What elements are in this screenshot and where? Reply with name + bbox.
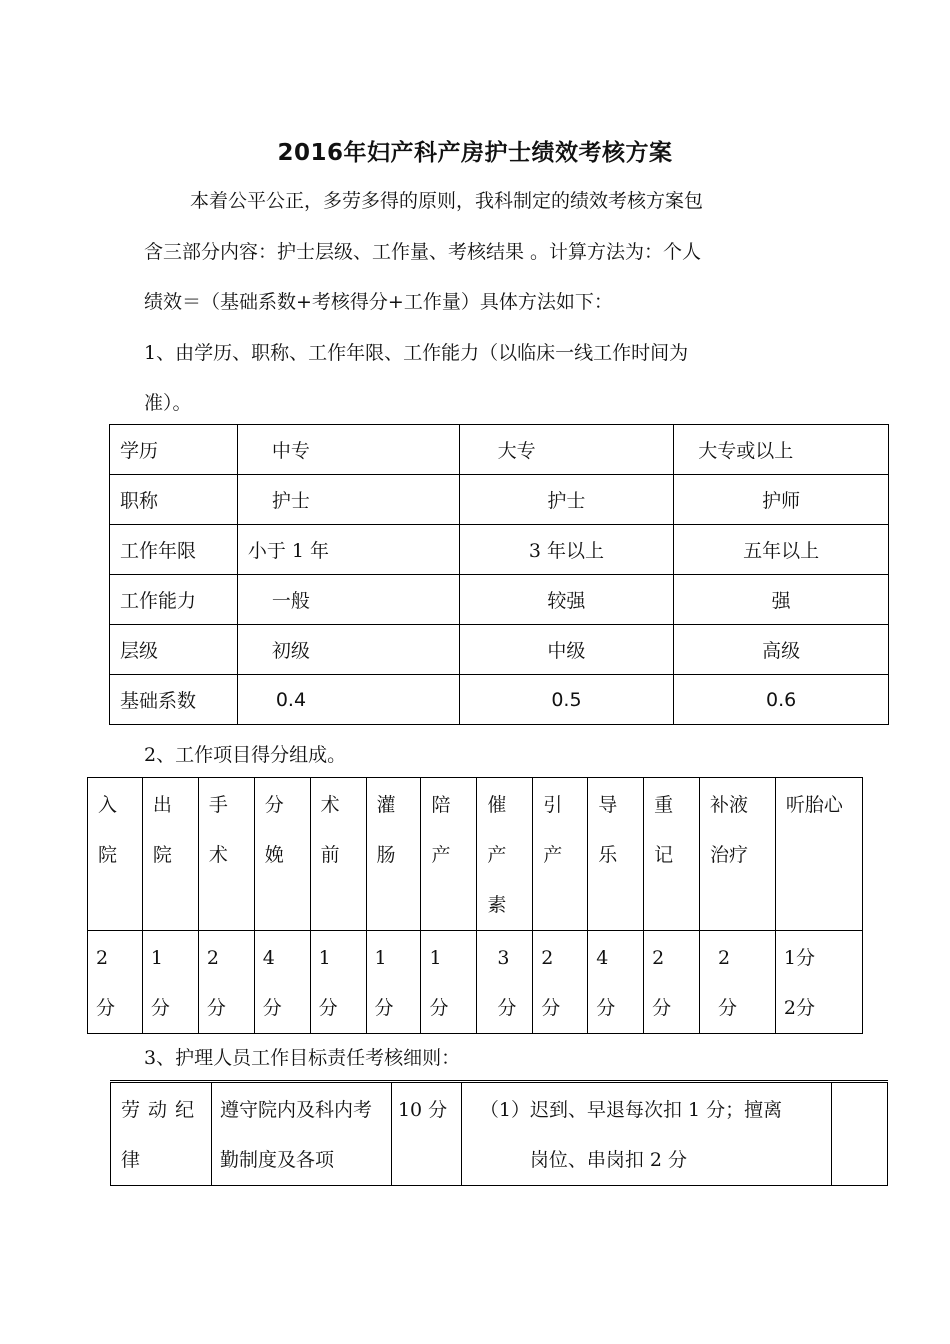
item-label: 术前 xyxy=(320,794,340,866)
score-cell xyxy=(254,931,310,1034)
table-cell: 中级 xyxy=(459,625,674,675)
table-cell: 护士 xyxy=(459,475,674,525)
score-cell xyxy=(310,931,366,1034)
item-header-cell xyxy=(254,778,310,931)
score-cell xyxy=(644,931,700,1034)
item-label: 陪产 xyxy=(431,794,451,866)
score-value: 3分 xyxy=(497,947,517,1019)
rule-line-2: 岗位、串岗扣 2 分 xyxy=(529,1149,688,1171)
score-cell xyxy=(588,931,644,1034)
table-row xyxy=(110,525,889,575)
section3-heading: 3、护理人员工作目标责任考核细则： xyxy=(144,1047,461,1069)
score-value: 1分 xyxy=(318,947,338,1019)
score-cell xyxy=(700,931,776,1034)
table-row xyxy=(111,1082,888,1186)
table-row xyxy=(110,625,889,675)
item-header-cell xyxy=(310,778,366,931)
row-header-cell: 职称 xyxy=(110,475,238,525)
item-label: 催产素 xyxy=(487,794,507,916)
item-header-cell xyxy=(198,778,254,931)
table-cell: 小于 1 年 xyxy=(237,525,459,575)
intro-line-1: 本着公平公正，多劳多得的原则，我科制定的绩效考核方案包 xyxy=(190,190,704,212)
table-row xyxy=(110,475,889,525)
score-value: 4分 xyxy=(596,947,616,1019)
rule-line-1: （1）迟到、早退每次扣 1 分；擅离 xyxy=(479,1099,783,1121)
intro-line-2: 含三部分内容：护士层级、工作量、考核结果 。计算方法为：个人 xyxy=(144,241,702,263)
item-label: 听胎心 xyxy=(785,794,843,816)
points-cell xyxy=(391,1082,461,1186)
table-cell: 初级 xyxy=(237,625,459,675)
table-cell: 护士 xyxy=(237,475,459,525)
score-value: 2分 xyxy=(206,947,226,1019)
table-row xyxy=(110,675,889,725)
item-label: 灌肠 xyxy=(376,794,396,866)
item-header-cell xyxy=(142,778,198,931)
table-cell: 0.6 xyxy=(674,675,889,725)
standard-cell xyxy=(212,1082,392,1186)
row-header-cell: 层级 xyxy=(110,625,238,675)
item-label: 导乐 xyxy=(598,794,618,866)
item-header-cell xyxy=(533,778,588,931)
row-header-cell: 工作年限 xyxy=(110,525,238,575)
remark-cell xyxy=(832,1082,888,1186)
section1-line-1: 1、由学历、职称、工作年限、工作能力（以临床一线工作时间为 xyxy=(144,342,689,364)
score-cell xyxy=(142,931,198,1034)
score-value: 2分 xyxy=(652,947,672,1019)
item-header-cell xyxy=(588,778,644,931)
table-cell: 0.5 xyxy=(459,675,674,725)
table-cell: 0.4 xyxy=(237,675,459,725)
table-cell: 五年以上 xyxy=(674,525,889,575)
item-label: 引产 xyxy=(543,794,563,866)
nurse-level-table xyxy=(109,424,889,725)
item-label: 手术 xyxy=(208,794,228,866)
score-value: 1分 xyxy=(429,947,449,1019)
score-cell xyxy=(366,931,421,1034)
item-label: 补液治疗 xyxy=(710,794,749,866)
item-header-cell xyxy=(700,778,776,931)
table-cell: 较强 xyxy=(459,575,674,625)
item-header-cell xyxy=(644,778,700,931)
intro-line-3: 绩效＝（基础系数+考核得分+工作量）具体方法如下： xyxy=(144,291,613,313)
item-header-cell xyxy=(477,778,533,931)
score-cell xyxy=(775,931,862,1034)
rule-cell xyxy=(461,1082,831,1186)
score-cell xyxy=(421,931,477,1034)
item-header-cell xyxy=(421,778,477,931)
score-cell xyxy=(198,931,254,1034)
row-header-cell: 工作能力 xyxy=(110,575,238,625)
score-cell xyxy=(533,931,588,1034)
table-cell: 高级 xyxy=(674,625,889,675)
item-label: 重记 xyxy=(654,794,674,866)
item-label: 出院 xyxy=(152,794,172,866)
table-cell: 中专 xyxy=(237,425,459,475)
score-value: 1分2分 xyxy=(783,947,815,1019)
standard-text: 遵守院内及科内考勤制度及各项 xyxy=(220,1099,373,1171)
row-header-cell: 学历 xyxy=(110,425,238,475)
item-label: 入院 xyxy=(98,794,118,866)
table-cell: 护师 xyxy=(674,475,889,525)
category-cell xyxy=(111,1082,212,1186)
table-row xyxy=(110,425,889,475)
score-value: 1分 xyxy=(374,947,394,1019)
score-value: 4分 xyxy=(262,947,282,1019)
table-row xyxy=(110,575,889,625)
category-label: 劳 动 纪 律 xyxy=(121,1099,196,1171)
score-value: 1分 xyxy=(150,947,170,1019)
item-header-cell xyxy=(88,778,143,931)
score-cell xyxy=(88,931,143,1034)
table-cell: 大专 xyxy=(459,425,674,475)
score-value: 2分 xyxy=(718,947,738,1019)
table-cell: 3 年以上 xyxy=(459,525,674,575)
table-row xyxy=(88,931,863,1034)
row-header-cell: 基础系数 xyxy=(110,675,238,725)
workload-score-table xyxy=(87,777,863,1034)
table-row xyxy=(88,778,863,931)
table-cell: 大专或以上 xyxy=(674,425,889,475)
table-cell: 强 xyxy=(674,575,889,625)
points-text: 10 分 xyxy=(397,1099,448,1121)
item-header-cell xyxy=(366,778,421,931)
section2-heading: 2、工作项目得分组成。 xyxy=(144,744,347,766)
table-cell: 一般 xyxy=(237,575,459,625)
page-title: 2016年妇产科产房护士绩效考核方案 xyxy=(277,140,673,166)
score-value: 2分 xyxy=(96,947,116,1019)
score-value: 2分 xyxy=(541,947,561,1019)
item-label: 分娩 xyxy=(264,794,284,866)
section1-line-2: 准）。 xyxy=(144,392,192,414)
assessment-rules-table xyxy=(110,1080,888,1186)
item-header-cell xyxy=(775,778,862,931)
score-cell xyxy=(477,931,533,1034)
